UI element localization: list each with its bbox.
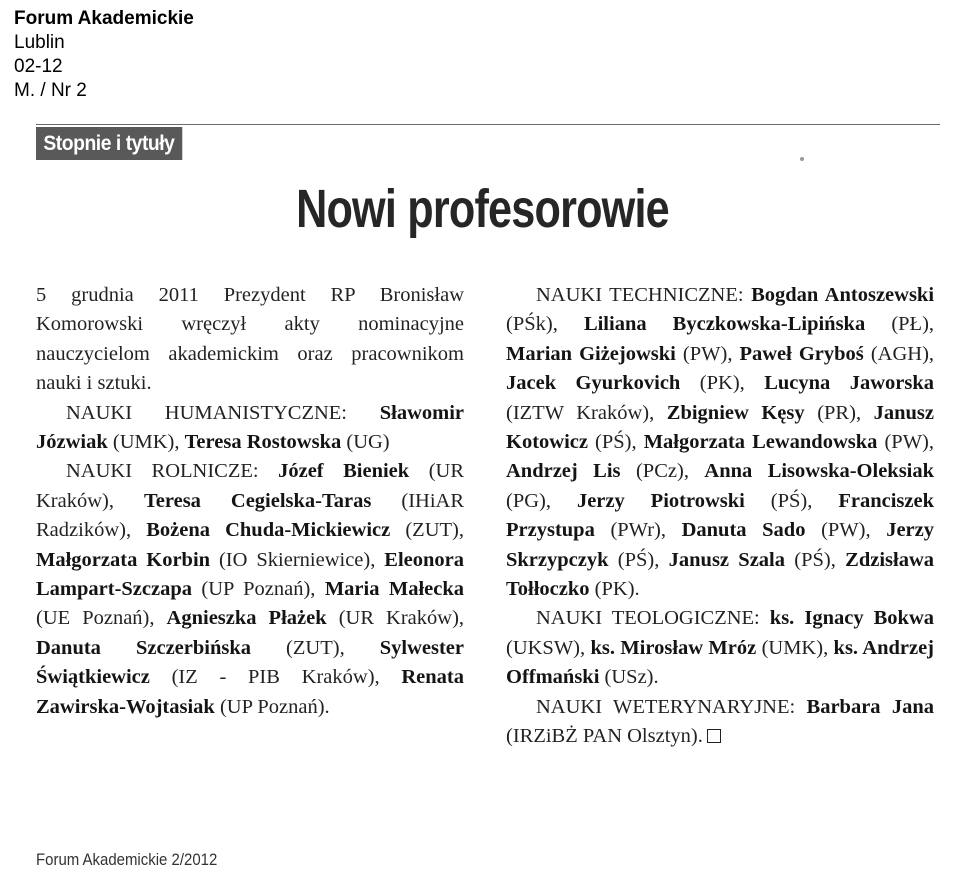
professor-affiliation: (PWr) bbox=[610, 519, 661, 542]
professor-name: Jerzy Skrzypczyk bbox=[506, 519, 934, 571]
professor-name: ks. Andrzej Offmański bbox=[506, 636, 934, 689]
professor-name: Małgorzata Lewandowska bbox=[643, 431, 878, 454]
field-heading: NAUKI HUMANISTYCZNE: bbox=[66, 401, 347, 424]
professor-affiliation: (ZUT) bbox=[286, 636, 340, 659]
professor-affiliation: (PW) bbox=[821, 519, 866, 542]
professor-name: Teresa Cegielska-Taras bbox=[143, 489, 372, 512]
field-heading: NAUKI TEOLOGICZNE: bbox=[536, 607, 760, 630]
professor-name: Sławomir Józwiak bbox=[36, 401, 465, 454]
clipping-publication: Forum Akademickie bbox=[14, 8, 194, 29]
professor-name: Agnieszka Płażek bbox=[166, 607, 327, 630]
field-heading: NAUKI WETERYNARYJNE: bbox=[536, 695, 796, 718]
professor-affiliation: (PCz) bbox=[635, 460, 684, 483]
professor-name: Danuta Sado bbox=[681, 519, 806, 542]
professor-affiliation: (PW) bbox=[682, 342, 728, 365]
print-speck bbox=[800, 157, 804, 161]
field-heading: NAUKI ROLNICZE: bbox=[66, 460, 259, 483]
professor-affiliation: (IZTW Kraków) bbox=[506, 401, 650, 424]
professor-affiliation: (PŚ) bbox=[770, 489, 808, 512]
professor-affiliation: (UG) bbox=[346, 431, 390, 454]
professor-name: Anna Lisowska-Oleksiak bbox=[704, 460, 935, 483]
professor-affiliation: (PR) bbox=[817, 401, 856, 424]
professor-affiliation: (ZUT) bbox=[405, 519, 459, 542]
professor-affiliation: (IHiAR Radzików) bbox=[36, 489, 465, 542]
professor-affiliation: (UR Kraków) bbox=[36, 460, 464, 512]
section-label: Stopnie i tytuły bbox=[36, 127, 182, 160]
professor-affiliation: (IZ - PIB Kraków) bbox=[171, 666, 375, 689]
field-paragraph: NAUKI ROLNICZE: Józef Bieniek (UR Kraków), Teresa Cegielska-Taras (IHiAR Radzików), Bożena Chuda-Mickiewicz (ZUT), Małgorzata Korbin (IO Skierniewice), Eleonora Lampart-Szczapa (UP Poznań), Maria Małecka (UE Poznań), Agnieszka Płażek (UR Kraków), Danuta Szczerbińska (ZUT), Sylwester Świątkiewicz (IZ - PIB Kraków), Renata Zawirska-Wojtasiak (UP Poznań). bbox=[36, 460, 465, 718]
end-of-article-icon bbox=[707, 729, 721, 743]
professor-affiliation: (UR Kraków) bbox=[338, 607, 459, 630]
professor-affiliation: (UMK) bbox=[761, 636, 824, 659]
professor-name: Danuta Szczerbińska bbox=[36, 636, 251, 659]
professor-name: Andrzej Lis bbox=[506, 460, 621, 483]
professor-name: Teresa Rostowska bbox=[184, 431, 342, 454]
section-divider bbox=[36, 124, 940, 125]
professor-affiliation: (IRZiBŻ PAN Olsztyn). bbox=[506, 725, 703, 748]
professor-affiliation: (PŁ) bbox=[891, 313, 929, 336]
professor-name: Jacek Gyurkovich bbox=[506, 372, 681, 395]
professor-name: Bogdan Antoszewski bbox=[751, 284, 935, 306]
professor-name: ks. Ignacy Bokwa bbox=[769, 607, 934, 630]
professor-affiliation: (UKSW) bbox=[506, 636, 581, 659]
professor-affiliation: (USz). bbox=[604, 666, 659, 689]
professor-affiliation: (PK) bbox=[699, 372, 740, 395]
professor-name: ks. Mirosław Mróz bbox=[590, 636, 757, 659]
clipping-metadata bbox=[14, 7, 194, 103]
professor-affiliation: (PK). bbox=[594, 578, 640, 601]
professor-name: Małgorzata Korbin bbox=[36, 548, 211, 571]
professor-name: Zdzisława Tołłoczko bbox=[506, 548, 935, 601]
professor-affiliation: (PG) bbox=[506, 489, 546, 512]
professor-affiliation: (IO Skierniewice) bbox=[218, 548, 371, 571]
professor-name: Zbigniew Kęsy bbox=[666, 401, 805, 424]
professor-name: Jerzy Piotrowski bbox=[576, 489, 745, 512]
professor-name: Renata Zawirska-Wojtasiak bbox=[36, 666, 464, 718]
professor-name: Paweł Gryboś bbox=[739, 342, 864, 365]
article-headline: Nowi profesorowie bbox=[296, 179, 669, 239]
professor-name: Janusz Kotowicz bbox=[506, 401, 935, 454]
clipping-date: 02-12 bbox=[14, 56, 63, 77]
professor-affiliation: (UMK) bbox=[112, 431, 175, 454]
professor-affiliation: (UP Poznań). bbox=[219, 695, 330, 718]
professor-name: Marian Giżejowski bbox=[506, 342, 676, 365]
professor-affiliation: (PŚ) bbox=[794, 548, 831, 571]
professor-name: Janusz Szala bbox=[668, 548, 786, 571]
article-intro: 5 grudnia 2011 Prezydent RP Bronisław Komorowski wręczył akty nominacyjne nauczycielom akademickim oraz pracownikom nauki i sztuki. bbox=[36, 284, 464, 395]
field-paragraph: NAUKI TECHNICZNE: Bogdan Antoszewski (PŚk), Liliana Byczkowska-Lipińska (PŁ), Marian Giżejowski (PW), Paweł Gryboś (AGH), Jacek Gyurkovich (PK), Lucyna Jaworska (IZTW Kraków), Zbigniew Kęsy (PR), Janusz Kotowicz (PŚ), Małgorzata Lewandowska (PW), Andrzej Lis (PCz), Anna Lisowska-Oleksiak (PG), Jerzy Piotrowski (PŚ), Franciszek Przystupa (PWr), Danuta Sado (PW), Jerzy Skrzypczyk (PŚ), Janusz Szala (PŚ), Zdzisława Tołłoczko (PK). bbox=[506, 284, 935, 601]
professor-name: Eleonora Lampart-Szczapa bbox=[36, 548, 464, 601]
field-paragraph: NAUKI TEOLOGICZNE: ks. Ignacy Bokwa (UKSW), ks. Mirosław Mróz (UMK), ks. Andrzej Offmański (USz). bbox=[506, 607, 934, 689]
professor-affiliation: (PW) bbox=[884, 431, 929, 454]
article-column-right bbox=[506, 281, 934, 752]
professor-name: Liliana Byczkowska-Lipińska bbox=[583, 313, 866, 336]
professor-affiliation: (PŚ) bbox=[617, 548, 655, 571]
professor-name: Franciszek Przystupa bbox=[506, 489, 934, 542]
clipping-city: Lublin bbox=[14, 32, 65, 53]
professor-affiliation: (PŚ) bbox=[595, 431, 632, 454]
field-paragraph bbox=[506, 693, 934, 752]
article-column-left bbox=[36, 281, 464, 722]
clipping-issue: M. / Nr 2 bbox=[14, 80, 87, 101]
field-heading: NAUKI TECHNICZNE: bbox=[536, 284, 744, 306]
professor-name: Lucyna Jaworska bbox=[764, 372, 934, 395]
professor-name: Sylwester Świątkiewicz bbox=[36, 636, 464, 689]
professor-affiliation: (UP Poznań) bbox=[201, 578, 311, 601]
professor-name: Józef Bieniek bbox=[278, 460, 410, 483]
professor-affiliation: (AGH) bbox=[870, 342, 929, 365]
professor-name: Maria Małecka bbox=[324, 578, 465, 601]
field-paragraph: NAUKI HUMANISTYCZNE: Sławomir Józwiak (UMK), Teresa Rostowska (UG) bbox=[36, 401, 465, 454]
professor-affiliation: (UE Poznań) bbox=[36, 607, 150, 630]
page-footer: Forum Akademickie 2/2012 bbox=[36, 850, 218, 869]
professor-name: Bożena Chuda-Mickiewicz bbox=[146, 519, 391, 542]
professor-name: Barbara Jana bbox=[806, 695, 934, 718]
professor-affiliation: (PŚk) bbox=[506, 313, 553, 336]
